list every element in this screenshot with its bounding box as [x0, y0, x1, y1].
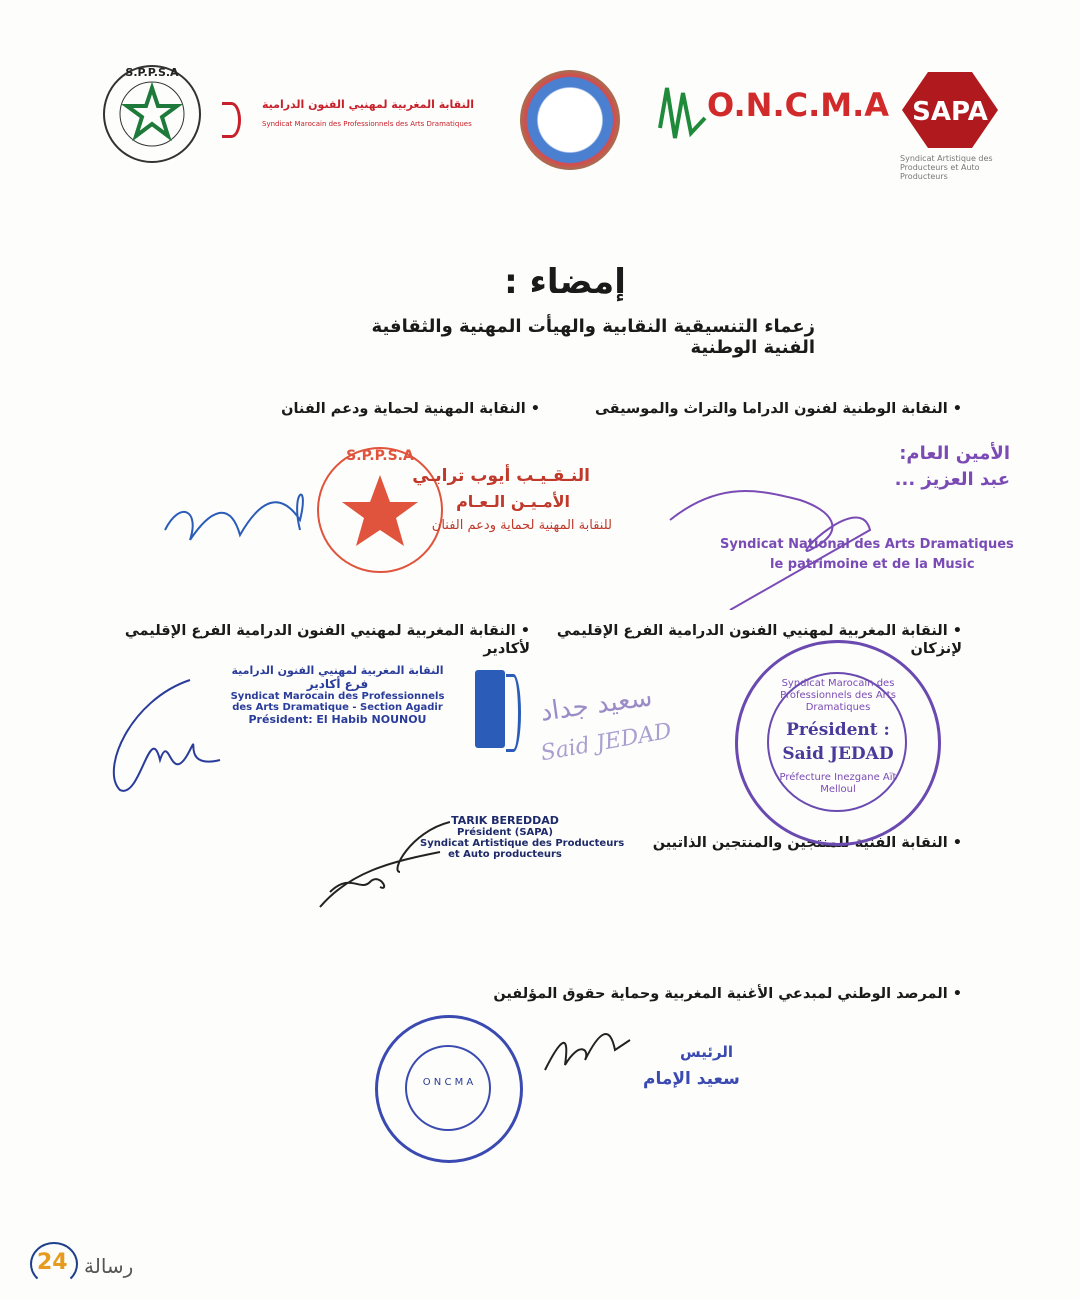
logo-smpad: النقابة المغربية لمهنيي الفنون الدرامية Syndicat Marocain des Professionnels des Arts Dramatiques: [222, 98, 497, 144]
signatory-item: • النقابة الفنية للمنتجين والمنتجين الذاتيين: [652, 835, 962, 851]
svg-text:S.P.P.S.A: S.P.P.S.A: [125, 66, 179, 79]
page-title: إمضاء :: [504, 262, 626, 302]
svg-text:S.P.P.S.A: S.P.P.S.A: [346, 448, 414, 464]
stamp-sndtm: الأمين العام: عبد العزيز ... Syndicat National des Arts Dramatiques le patrimoine et de la Music: [660, 425, 1080, 610]
stamp-sppsa: S.P.P.S.A النـقـيـب أيوب ترابـي الأمـيـن الـعـام للنقابة المهنية لحماية ودعم الفنان: [150, 440, 590, 580]
svg-text:SAPA: SAPA: [912, 97, 988, 127]
logo-oncma: O.N.C.M.A: [655, 78, 875, 148]
signatory-item: • النقابة المهنية لحماية ودعم الفنان: [281, 401, 540, 417]
logo-round-emblem: [520, 70, 620, 170]
signatory-item: • النقابة المغربية لمهنيي الفنون الدرامية الفرع الإقليمي لأكادير: [124, 623, 530, 657]
signatory-item: • النقابة الوطنية لفنون الدراما والتراث والموسيقى: [594, 401, 962, 417]
stamp-sapa: TARIK BEREDDAD Président (SAPA) Syndicat Artistique des Producteurs et Auto producteurs: [310, 812, 600, 912]
signatory-item: • المرصد الوطني لمبدعي الأغنية المغربية وحماية حقوق المؤلفين: [493, 986, 962, 1002]
signatory-item: • النقابة المغربية لمهنيي الفنون الدرامية الفرع الإقليمي لإنزكان: [556, 623, 962, 657]
stamp-oncma: O N C M A الرئيس سعيد الإمام: [375, 1015, 795, 1165]
stamp-agadir: النقابة المغربية لمهنيي الفنون الدرامية فرع أكادير Syndicat Marocain des Professionnels des Arts Dramatique - Section Agadir Président: El Habib NOUNOU: [90, 660, 530, 800]
logo-sppsa: [100, 62, 205, 167]
watermark-logo: 24 رسالة: [8, 1242, 168, 1292]
subtitle: زعماء التنسيقية النقابية والهيأت المهنية والثقافية الفنية الوطنية: [371, 316, 815, 358]
stamp-inzegane: سعيد جداد Said JEDAD Syndicat Marocain des Professionnels des Arts Dramatiques Président : Said JEDAD Préfecture Inezgane Aït Melloul: [530, 630, 980, 840]
logo-sapa: SAPA Syndicat Artistique des Producteurs et Auto Producteurs: [900, 70, 1010, 210]
